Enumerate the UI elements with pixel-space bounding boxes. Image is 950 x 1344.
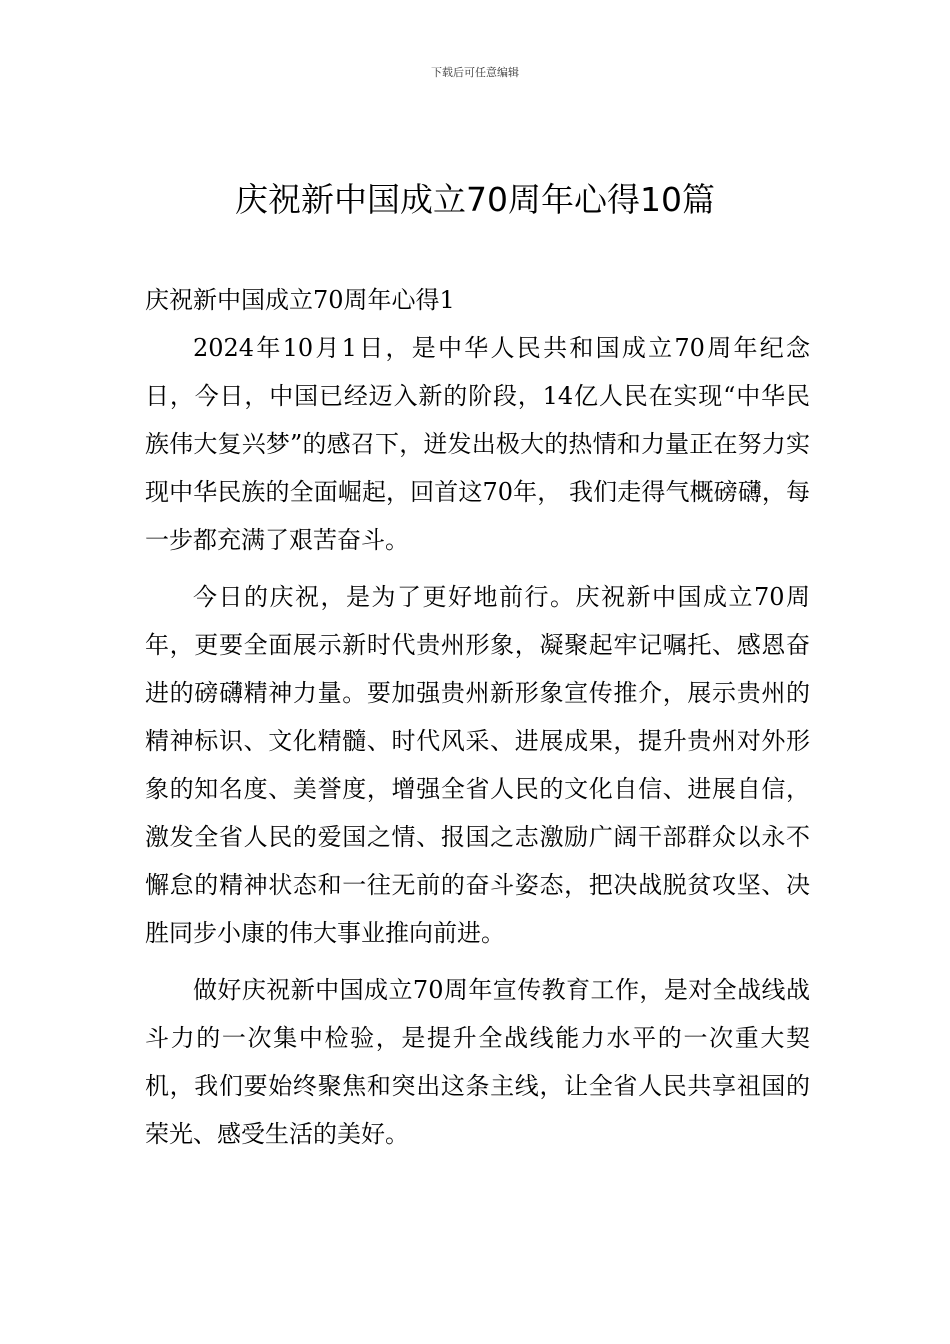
paragraph-2: 今日的庆祝，是为了更好地前行。庆祝新中国成立70周年，更要全面展示新时代贵州形象，凝聚起牢记嘱托、感恩奋进的磅礴精神力量。要加强贵州新形象宣传推介，展示贵州的精神标识、文化精髓、时代风采、进展成果，提升贵州对外形象的知名度、美誉度，增强全省人民的文化自信、进展自信，激发全省人民的爱国之情、报国之志激励广阔干部群众以永不懈怠的精神状态和一往无前的奋斗姿态，把决战脱贫攻坚、决胜同步小康的伟大事业推向前进。 [145,583,810,947]
paragraph-3: 做好庆祝新中国成立70周年宣传教育工作，是对全战线战斗力的一次集中检验，是提升全战线能力水平的一次重大契机，我们要始终聚焦和突出这条主线，让全省人民共享祖国的荣光、感受生活的美好。 [145,976,810,1148]
document-title: 庆祝新中国成立70周年心得10篇 [235,180,715,219]
page-header-note: 下载后可任意编辑 [431,66,519,79]
paragraph-1: 2024年10月1日，是中华人民共和国成立70周年纪念日，今日，中国已经迈入新的阶段，14亿人民在实现“中华民族伟大复兴梦”的感召下，迸发出极大的热情和力量正在努力实现中华民族的全面崛起，回首这70年， 我们走得气概磅礴，每一步都充满了艰苦奋斗。 [145,334,810,554]
document-body [145,276,810,1158]
section-heading: 庆祝新中国成立70周年心得1 [145,286,455,314]
